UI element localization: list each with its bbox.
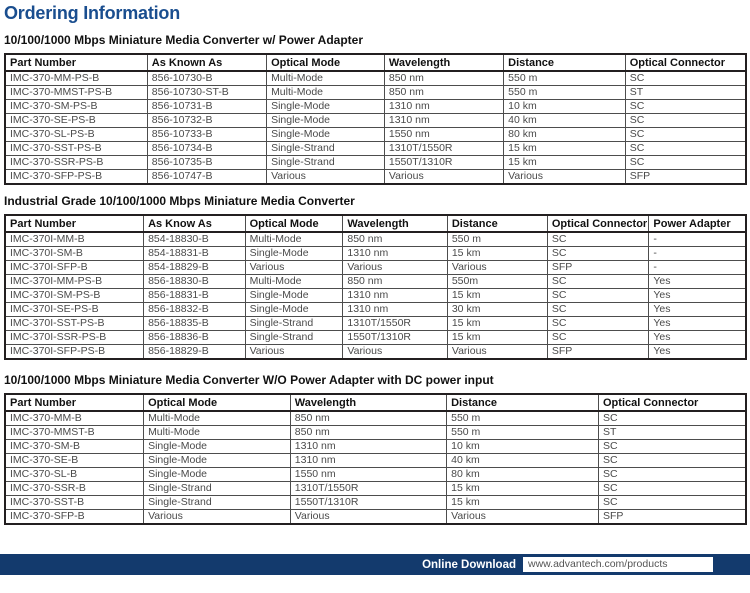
column-header: Distance (447, 394, 599, 411)
table-cell: 40 km (504, 114, 626, 128)
table-cell: 856-10731-B (147, 100, 266, 114)
column-header: Optical Connector (625, 54, 746, 71)
table-cell: SC (599, 454, 747, 468)
table-cell: IMC-370-SSR-B (5, 482, 144, 496)
page-title: Ordering Information (4, 3, 181, 23)
table-cell: IMC-370-MMST-B (5, 426, 144, 440)
table-cell: SFP (599, 510, 747, 525)
table-cell: IMC-370-MM-PS-B (5, 71, 147, 86)
column-header: Optical Mode (245, 215, 343, 232)
table-cell: Single-Strand (267, 142, 385, 156)
table-cell: IMC-370-SL-PS-B (5, 128, 147, 142)
table-cell: 550 m (504, 71, 626, 86)
table-row (5, 510, 746, 525)
table-cell: Yes (649, 289, 746, 303)
table-cell: Various (384, 170, 503, 185)
table-cell: SC (625, 128, 746, 142)
table-cell: 10 km (504, 100, 626, 114)
online-download-label: Online Download (422, 558, 516, 571)
table-cell: 15 km (447, 482, 599, 496)
table-cell: 850 nm (384, 86, 503, 100)
table-cell: 1550 nm (290, 468, 446, 482)
table-cell: 856-18830-B (144, 275, 246, 289)
table-cell: SC (625, 71, 746, 86)
table-cell: Single-Strand (245, 331, 343, 345)
online-download-bar (0, 554, 750, 575)
table-cell: SFP (625, 170, 746, 185)
column-header: Power Adapter (649, 215, 746, 232)
table-cell: Single-Strand (144, 496, 291, 510)
table-cell: Multi-Mode (267, 86, 385, 100)
table-cell: 854-18831-B (144, 247, 246, 261)
table-cell: Various (343, 345, 447, 360)
table-cell: SC (625, 142, 746, 156)
table-cell: Multi-Mode (245, 275, 343, 289)
table-header-row (5, 54, 746, 71)
table-cell: IMC-370-SST-B (5, 496, 144, 510)
column-header: As Known As (147, 54, 266, 71)
table-cell: Single-Mode (267, 114, 385, 128)
table-cell: Multi-Mode (144, 411, 291, 426)
table-cell: Single-Mode (245, 303, 343, 317)
table-cell: Various (343, 261, 447, 275)
section-heading-wo-power-adapter: 10/100/1000 Mbps Miniature Media Converter W/O Power Adapter with DC power input (4, 373, 494, 387)
table-row (5, 232, 746, 247)
table-header-row (5, 394, 746, 411)
table-cell: Single-Mode (144, 440, 291, 454)
table-cell: 856-18832-B (144, 303, 246, 317)
table-cell: 850 nm (384, 71, 503, 86)
table-cell: Various (267, 170, 385, 185)
table-cell: Single-Mode (144, 454, 291, 468)
table-cell: 850 nm (343, 275, 447, 289)
column-header: Wavelength (384, 54, 503, 71)
table-cell: Single-Strand (267, 156, 385, 170)
table-row (5, 114, 746, 128)
table-row (5, 100, 746, 114)
table-cell: Various (447, 345, 547, 360)
table-cell: Yes (649, 275, 746, 289)
table-cell: IMC-370I-SSR-PS-B (5, 331, 144, 345)
table-cell: SC (599, 411, 747, 426)
table-cell: 850 nm (343, 232, 447, 247)
table-cell: 10 km (447, 440, 599, 454)
table-header-row (5, 215, 746, 232)
column-header: Optical Connector (547, 215, 649, 232)
table-cell: Yes (649, 331, 746, 345)
table-cell: 854-18830-B (144, 232, 246, 247)
table-cell: IMC-370-SE-B (5, 454, 144, 468)
table-cell: Single-Mode (267, 128, 385, 142)
table-cell: SC (599, 482, 747, 496)
table-cell: 850 nm (290, 411, 446, 426)
table-cell: 1310 nm (343, 247, 447, 261)
table-cell: 1310 nm (384, 114, 503, 128)
table-cell: Various (447, 510, 599, 525)
column-header: Part Number (5, 215, 144, 232)
table-cell: 550m (447, 275, 547, 289)
table-cell: Various (245, 261, 343, 275)
column-header: Part Number (5, 54, 147, 71)
table-cell: 856-10732-B (147, 114, 266, 128)
table-row (5, 482, 746, 496)
table-cell: Single-Mode (267, 100, 385, 114)
column-header: Wavelength (343, 215, 447, 232)
table-cell: SC (625, 114, 746, 128)
table-cell: 856-18835-B (144, 317, 246, 331)
section-heading-power-adapter: 10/100/1000 Mbps Miniature Media Converter w/ Power Adapter (4, 33, 364, 47)
table-cell: - (649, 247, 746, 261)
table-row (5, 303, 746, 317)
table-cell: 15 km (447, 247, 547, 261)
table-cell: 550 m (447, 426, 599, 440)
table-row (5, 86, 746, 100)
table-cell: SC (625, 156, 746, 170)
table-cell: 1310T/1550R (384, 142, 503, 156)
table-cell: Various (245, 345, 343, 360)
table-cell: IMC-370I-SM-B (5, 247, 144, 261)
table-cell: - (649, 232, 746, 247)
column-header: Optical Mode (144, 394, 291, 411)
table-cell: Multi-Mode (245, 232, 343, 247)
table-cell: 856-10730-B (147, 71, 266, 86)
table-cell: SC (547, 232, 649, 247)
table-row (5, 156, 746, 170)
table-cell: IMC-370-SFP-B (5, 510, 144, 525)
table-cell: IMC-370-SM-PS-B (5, 100, 147, 114)
table-cell: IMC-370I-SST-PS-B (5, 317, 144, 331)
table-cell: 15 km (447, 317, 547, 331)
table-power-adapter (4, 53, 747, 185)
table-row (5, 71, 746, 86)
table-row (5, 317, 746, 331)
table-cell: Various (447, 261, 547, 275)
table-cell: 1550T/1310R (343, 331, 447, 345)
table-cell: 856-10747-B (147, 170, 266, 185)
table-row (5, 345, 746, 360)
column-header: As Know As (144, 215, 246, 232)
table-cell: IMC-370I-SM-PS-B (5, 289, 144, 303)
table-cell: Yes (649, 345, 746, 360)
table-cell: 856-10733-B (147, 128, 266, 142)
table-row (5, 289, 746, 303)
section-heading-industrial-grade: Industrial Grade 10/100/1000 Mbps Miniature Media Converter (4, 194, 355, 208)
table-cell: 1310 nm (343, 289, 447, 303)
table-cell: 856-18836-B (144, 331, 246, 345)
table-cell: 1310 nm (290, 440, 446, 454)
table-row (5, 440, 746, 454)
table-industrial-grade (4, 214, 747, 360)
table-cell: Various (504, 170, 626, 185)
table-cell: SFP (547, 345, 649, 360)
table-cell: Single-Mode (245, 247, 343, 261)
table-cell: 1550T/1310R (290, 496, 446, 510)
table-cell: 854-18829-B (144, 261, 246, 275)
table-cell: 1310 nm (384, 100, 503, 114)
table-cell: SC (599, 468, 747, 482)
table-cell: IMC-370-SE-PS-B (5, 114, 147, 128)
table-cell: SC (599, 440, 747, 454)
table-row (5, 411, 746, 426)
table-cell: IMC-370-MM-B (5, 411, 144, 426)
table-cell: IMC-370I-SE-PS-B (5, 303, 144, 317)
table-cell: - (649, 261, 746, 275)
table-cell: 856-10730-ST-B (147, 86, 266, 100)
table-row (5, 247, 746, 261)
download-url-box (523, 557, 713, 572)
table-cell: 1310T/1550R (343, 317, 447, 331)
table-cell: Yes (649, 303, 746, 317)
table-row (5, 261, 746, 275)
table-cell: IMC-370-SST-PS-B (5, 142, 147, 156)
table-cell: IMC-370I-SFP-B (5, 261, 144, 275)
table-cell: 80 km (504, 128, 626, 142)
table-row (5, 331, 746, 345)
table-row (5, 142, 746, 156)
table-cell: SC (547, 303, 649, 317)
table-cell: 850 nm (290, 426, 446, 440)
table-row (5, 454, 746, 468)
table-cell: SFP (547, 261, 649, 275)
column-header: Optical Connector (599, 394, 747, 411)
column-header: Optical Mode (267, 54, 385, 71)
table-cell: 856-10734-B (147, 142, 266, 156)
table-row (5, 426, 746, 440)
table-cell: 15 km (447, 496, 599, 510)
table-cell: IMC-370I-MM-PS-B (5, 275, 144, 289)
table-cell: SC (547, 247, 649, 261)
table-row (5, 275, 746, 289)
table-cell: Multi-Mode (267, 71, 385, 86)
table-cell: SC (547, 275, 649, 289)
table-cell: SC (547, 289, 649, 303)
table-cell: Single-Mode (245, 289, 343, 303)
table-cell: ST (599, 426, 747, 440)
table-cell: 80 km (447, 468, 599, 482)
table-cell: 1310 nm (290, 454, 446, 468)
table-cell: 1550T/1310R (384, 156, 503, 170)
table-cell: 550 m (447, 232, 547, 247)
table-wo-power-adapter (4, 393, 747, 525)
table-cell: SC (599, 496, 747, 510)
table-cell: SC (625, 100, 746, 114)
table-cell: Various (290, 510, 446, 525)
table-cell: 1310T/1550R (290, 482, 446, 496)
table-cell: IMC-370-SL-B (5, 468, 144, 482)
column-header: Distance (447, 215, 547, 232)
table-cell: IMC-370-SM-B (5, 440, 144, 454)
table-cell: 1310 nm (343, 303, 447, 317)
table-cell: Multi-Mode (144, 426, 291, 440)
table-cell: 15 km (447, 331, 547, 345)
table-cell: SC (547, 331, 649, 345)
table-cell: ST (625, 86, 746, 100)
column-header: Part Number (5, 394, 144, 411)
table-cell: 15 km (447, 289, 547, 303)
table-cell: IMC-370-MMST-PS-B (5, 86, 147, 100)
table-cell: 15 km (504, 156, 626, 170)
column-header: Wavelength (290, 394, 446, 411)
table-cell: Various (144, 510, 291, 525)
table-cell: SC (547, 317, 649, 331)
table-row (5, 468, 746, 482)
table-cell: 856-18829-B (144, 345, 246, 360)
table-cell: IMC-370-SFP-PS-B (5, 170, 147, 185)
table-cell: 856-18831-B (144, 289, 246, 303)
table-cell: 15 km (504, 142, 626, 156)
table-cell: IMC-370I-MM-B (5, 232, 144, 247)
column-header: Distance (504, 54, 626, 71)
table-row (5, 496, 746, 510)
table-row (5, 170, 746, 185)
table-cell: IMC-370-SSR-PS-B (5, 156, 147, 170)
table-cell: Single-Mode (144, 468, 291, 482)
table-cell: 1550 nm (384, 128, 503, 142)
table-cell: Single-Strand (144, 482, 291, 496)
download-url: www.advantech.com/products (528, 558, 668, 570)
table-cell: 30 km (447, 303, 547, 317)
table-cell: 550 m (447, 411, 599, 426)
table-cell: Single-Strand (245, 317, 343, 331)
table-cell: 40 km (447, 454, 599, 468)
table-cell: Yes (649, 317, 746, 331)
table-cell: 856-10735-B (147, 156, 266, 170)
table-row (5, 128, 746, 142)
table-cell: 550 m (504, 86, 626, 100)
table-cell: IMC-370I-SFP-PS-B (5, 345, 144, 360)
